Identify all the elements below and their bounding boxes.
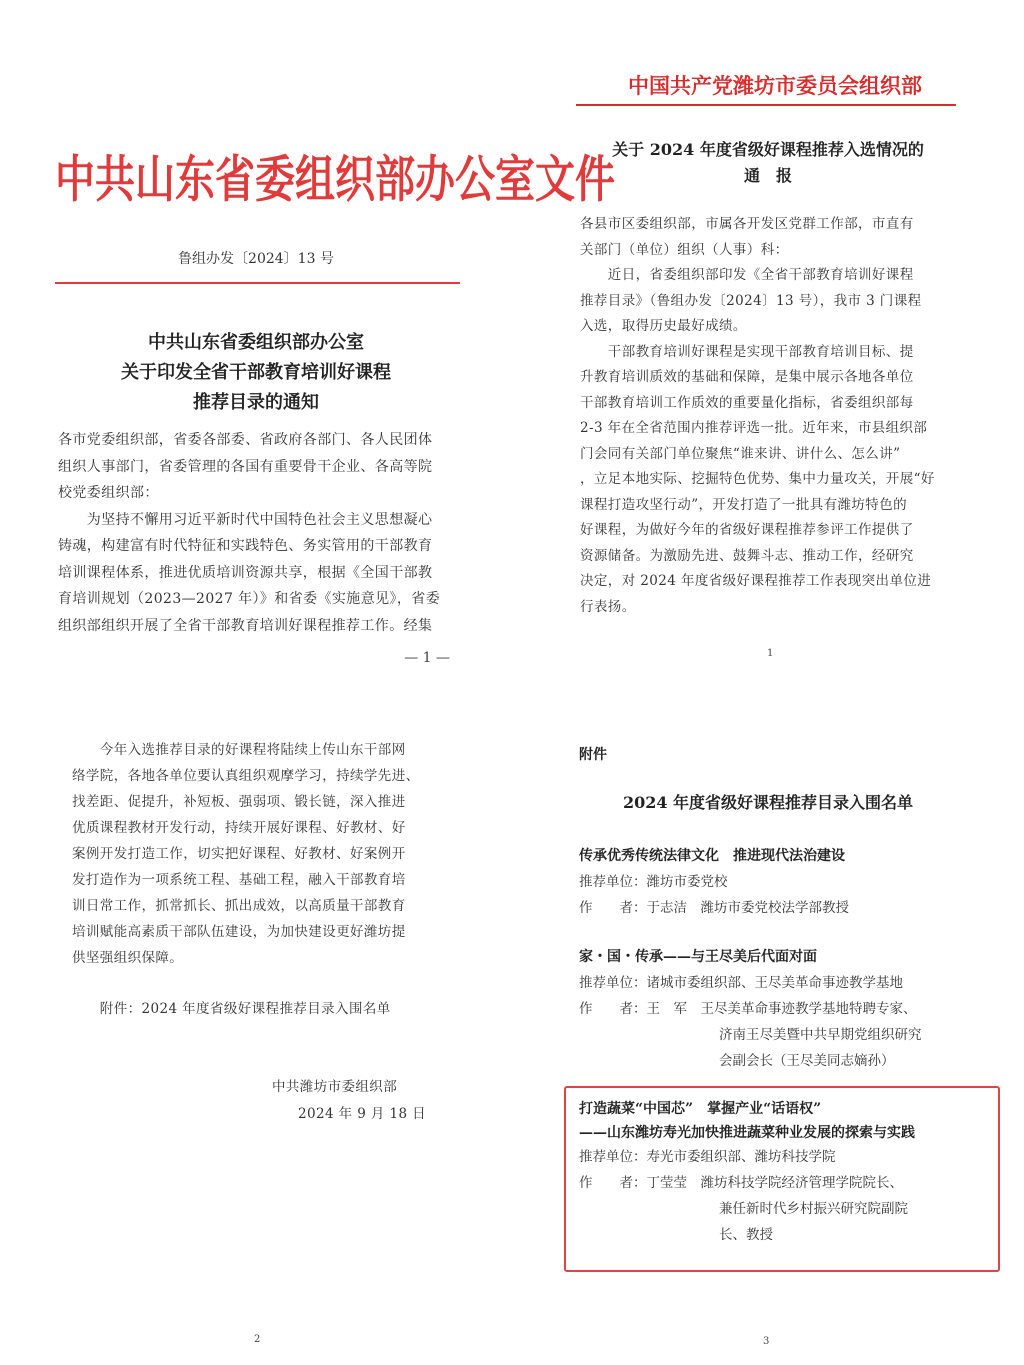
author-line: 丁莹莹 潍坊科技学院经济管理学院院长、 <box>646 1175 903 1191</box>
course-entry-highlighted <box>579 1098 915 1248</box>
notice-title-line: 中共山东省委组织部办公室 <box>148 332 364 353</box>
notice-title-line: 关于印发全省干部教育培训好课程 <box>121 362 391 383</box>
body-line: 供坚强组织保障。 <box>72 950 184 966</box>
body-line: 近日，省委组织部印发《全省干部教育培训好课程 <box>580 267 914 283</box>
attachment-note: 附件：2024 年度省级好课程推荐目录入围名单 <box>72 1001 391 1017</box>
notice-title-line: 通 报 <box>743 166 792 185</box>
course-unit <box>579 970 922 996</box>
body-line: 发打造作为一项系统工程、基础工程，融入干部教育培 <box>72 872 406 888</box>
body-line: 各市党委组织部，省委各部委、省政府各部门、各人民团体 <box>58 432 433 448</box>
body-line: 入选，取得历史最好成绩。 <box>580 318 747 334</box>
author-line: 兼任新时代乡村振兴研究院副院 <box>719 1201 908 1217</box>
author-line: 于志洁 潍坊市委党校法学部教授 <box>646 900 849 916</box>
body-line: 今年入选推荐目录的好课程将陆续上传山东干部网 <box>72 742 406 758</box>
notice-title-line: 关于 2024 年度省级好课程推荐入选情况的 <box>612 140 924 159</box>
author-line: 长、教授 <box>719 1227 773 1243</box>
red-org-title: 中国共产党潍坊市委员会组织部 <box>628 73 922 98</box>
author-label: 作 者： <box>579 1175 647 1191</box>
body-line: 好课程，为做好今年的省级好课程推荐参评工作提供了 <box>580 522 914 538</box>
page-footer-number: — 1 — <box>404 650 450 666</box>
notice-title-line: 推荐目录的通知 <box>193 392 319 413</box>
red-divider <box>576 104 956 106</box>
body-line: 培训赋能高素质干部队伍建设，为加快建设更好潍坊提 <box>72 924 406 940</box>
attachment-label: 附件 <box>579 747 607 763</box>
body-line: 为坚持不懈用习近平新时代中国特色社会主义思想凝心 <box>58 511 433 528</box>
page-number: 2 <box>254 1334 261 1345</box>
author-label: 作 者： <box>579 1001 647 1017</box>
body-line: 决定，对 2024 年度省级好课程推荐工作表现突出单位进 <box>580 573 932 589</box>
author-line: 会副会长（王尽美同志嫡孙） <box>719 1053 895 1069</box>
body-line: 组织部组织开展了全省干部教育培训好课程推荐工作。经集 <box>58 617 433 634</box>
body-line: 络学院，各地各单位要认真组织观摩学习，持续学先进、 <box>72 768 420 784</box>
document-page-3 <box>0 682 512 1365</box>
course-author <box>579 996 922 1022</box>
body-line: 关部门（单位）组织（人事）科： <box>580 241 789 258</box>
body-line: 资源储备。为激励先进、鼓舞斗志、推动工作，经研究 <box>580 547 914 564</box>
author-line: 济南王尽美暨中共早期党组织研究 <box>719 1027 922 1043</box>
document-page-2 <box>512 0 1024 682</box>
signature-org: 中共潍坊市委组织部 <box>272 1079 398 1095</box>
red-divider <box>55 282 460 284</box>
course-title: 传承优秀传统法律文化 推进现代法治建设 <box>579 848 845 864</box>
course-title: 打造蔬菜“中国芯” 掌握产业“话语权” <box>579 1101 822 1117</box>
body-line: ，立足本地实际、挖掘特色优势、集中力量攻关，开展“好 <box>580 471 935 487</box>
body-line: 升教育培训质效的基础和保障，是集中展示各地各单位 <box>580 369 914 385</box>
body-line: 育培训规划（2023—2027 年）》和省委《实施意见》，省委 <box>58 591 441 607</box>
page-number: 3 <box>763 1336 770 1347</box>
unit-label: 推荐单位： <box>579 975 647 991</box>
author-label: 作 者： <box>579 900 647 916</box>
body-line: 铸魂，构建富有时代特征和实践特色、务实管用的干部教育 <box>58 538 433 554</box>
body-line: 案例开发打造工作，切实把好课程、好教材、好案例开 <box>72 846 406 862</box>
body-line: 课程打造攻坚行动”，开发打造了一批具有潍坊特色的 <box>580 496 908 513</box>
course-author <box>579 1170 915 1196</box>
unit-value: 潍坊市委党校 <box>646 874 728 890</box>
unit-value: 寿光市委组织部、潍坊科技学院 <box>646 1149 836 1165</box>
course-entry <box>579 946 922 1074</box>
body-line: 找差距、促提升，补短板、强弱项、锻长链，深入推进 <box>72 794 406 810</box>
body-line: 组织人事部门，省委管理的各国有重要骨干企业、各高等院 <box>58 458 433 475</box>
document-page-4 <box>512 682 1024 1365</box>
body-line: 干部教育培训工作质效的重要量化指标，省委组织部每 <box>580 394 914 411</box>
body-line: 优质课程教材开发行动，持续开展好课程、好教材、好 <box>72 820 406 836</box>
body-line: 门会同有关部门单位聚焦“谁来讲、讲什么、怎么讲” <box>580 445 901 462</box>
document-number: 鲁组办发〔2024〕13 号 <box>178 251 334 267</box>
unit-label: 推荐单位： <box>579 874 647 890</box>
course-unit <box>579 1144 915 1170</box>
body-line: 各县市区委组织部，市属各开发区党群工作部，市直有 <box>580 216 914 232</box>
body-line: 训日常工作，抓常抓长、抓出成效，以高质量干部教育 <box>72 898 406 914</box>
body-line: 2-3 年在全省范围内推荐评选一批。近年来，市县组织部 <box>580 420 928 436</box>
notice-body <box>580 212 935 620</box>
author-line: 王 军 王尽美革命事迹教学基地特聘专家、 <box>646 1001 917 1017</box>
unit-label: 推荐单位： <box>579 1149 647 1165</box>
body-line: 推荐目录》（鲁组办发〔2024〕13 号），我市 3 门课程 <box>580 292 922 309</box>
course-title: 家・国・传承——与王尽美后代面对面 <box>579 949 817 965</box>
page-number: 1 <box>767 648 774 659</box>
unit-value: 诸城市委组织部、王尽美革命事迹教学基地 <box>646 975 903 991</box>
notice-body <box>58 427 440 639</box>
notice-body <box>72 737 420 971</box>
signature-date: 2024 年 9 月 18 日 <box>298 1106 427 1122</box>
course-subtitle: ——山东潍坊寿光加快推进蔬菜种业发展的探索与实践 <box>579 1125 915 1141</box>
notice-title <box>512 137 1024 189</box>
list-title: 2024 年度省级好课程推荐目录入围名单 <box>622 793 914 812</box>
red-header-title: 中共山东省委组织部办公室文件 <box>55 150 615 209</box>
course-author <box>579 895 849 921</box>
notice-title <box>0 328 512 418</box>
body-line: 干部教育培训好课程是实现干部教育培训目标、提 <box>580 343 914 360</box>
body-line: 培训课程体系，推进优质培训资源共享，根据《全国干部教 <box>58 564 433 581</box>
body-line: 校党委组织部： <box>58 485 159 501</box>
course-unit <box>579 869 849 895</box>
body-line: 行表扬。 <box>580 598 636 615</box>
course-entry <box>579 845 849 921</box>
